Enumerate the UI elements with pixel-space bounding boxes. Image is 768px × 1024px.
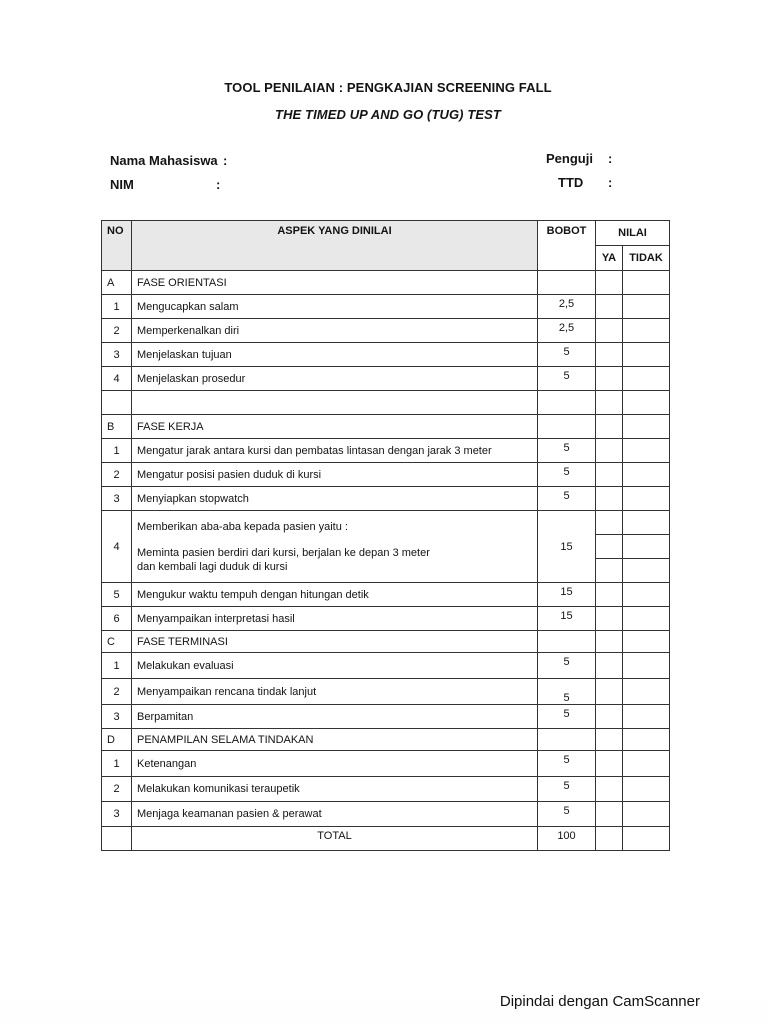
section-row: [102, 271, 670, 295]
row-aspek: Melakukan komunikasi teraupetik: [132, 777, 538, 802]
row-aspek: Menjaga keamanan pasien & perawat: [132, 802, 538, 827]
ya-cell[interactable]: [596, 751, 623, 777]
tidak-cell[interactable]: [623, 487, 670, 511]
section-title: FASE TERMINASI: [132, 631, 538, 653]
ya-cell[interactable]: [596, 631, 623, 653]
penguji-label: Penguji: [546, 151, 593, 166]
ya-cell[interactable]: [596, 463, 623, 487]
row-no: 5: [102, 583, 132, 607]
scanner-watermark: Dipindai dengan CamScanner: [499, 993, 700, 1010]
row-no: 3: [102, 343, 132, 367]
row-aspek-line3: dan kembali lagi duduk di kursi: [137, 560, 288, 573]
nim-colon: :: [216, 177, 221, 192]
empty-cell: [623, 391, 670, 415]
row-no: 1: [102, 439, 132, 463]
section-code: C: [102, 631, 132, 653]
row-bobot: 2,5: [538, 295, 596, 319]
row-bobot: 15: [538, 511, 596, 583]
ya-cell[interactable]: [596, 777, 623, 802]
row-no: 2: [102, 463, 132, 487]
row-no: 1: [102, 751, 132, 777]
ya-cell[interactable]: [596, 271, 623, 295]
ya-cell[interactable]: [596, 583, 623, 607]
penguji-colon: :: [608, 151, 613, 166]
table-row: [102, 583, 670, 607]
page-title: TOOL PENILAIAN : PENGKAJIAN SCREENING FALL: [224, 80, 552, 95]
table-row: [102, 487, 670, 511]
row-aspek: Menjelaskan tujuan: [132, 343, 538, 367]
row-no: 2: [102, 777, 132, 802]
ya-cell[interactable]: [596, 319, 623, 343]
table-row: [102, 439, 670, 463]
ya-cell[interactable]: [596, 415, 623, 439]
table-row: [102, 511, 670, 583]
tidak-cell[interactable]: [623, 729, 670, 751]
assessment-table: [101, 220, 670, 851]
row-no: 4: [102, 367, 132, 391]
row-bobot: 5: [538, 802, 596, 827]
tidak-cell[interactable]: [623, 343, 670, 367]
tidak-cell[interactable]: [623, 511, 670, 583]
row-bobot: 5: [538, 653, 596, 679]
row-no: 3: [102, 705, 132, 729]
nama-colon: :: [223, 153, 228, 168]
empty-cell: [132, 391, 538, 415]
ya-cell[interactable]: [596, 295, 623, 319]
ya-cell[interactable]: [596, 487, 623, 511]
row-bobot: 5: [538, 367, 596, 391]
table-row: [102, 751, 670, 777]
header-ya: YA: [596, 246, 623, 271]
row-aspek: Mengatur jarak antara kursi dan pembatas lintasan dengan jarak 3 meter: [132, 439, 538, 463]
header-nilai: NILAI: [596, 221, 670, 246]
row-no: 3: [102, 487, 132, 511]
ya-cell[interactable]: [596, 343, 623, 367]
row-aspek: Berpamitan: [132, 705, 538, 729]
section-code: A: [102, 271, 132, 295]
tidak-cell[interactable]: [623, 415, 670, 439]
empty-cell: [102, 391, 132, 415]
tidak-cell[interactable]: [623, 463, 670, 487]
table-row: [102, 295, 670, 319]
section-row: [102, 729, 670, 751]
row-bobot: 5: [538, 751, 596, 777]
nim-label: NIM: [110, 177, 134, 192]
bobot-cell: [538, 729, 596, 751]
section-code: B: [102, 415, 132, 439]
tidak-cell[interactable]: [623, 802, 670, 827]
empty-cell: [102, 827, 132, 851]
spacer-row: [102, 391, 670, 415]
total-row: [102, 827, 670, 851]
row-aspek: Mengatur posisi pasien duduk di kursi: [132, 463, 538, 487]
row-aspek: Menjelaskan prosedur: [132, 367, 538, 391]
section-code: D: [102, 729, 132, 751]
row-aspek: [132, 511, 538, 583]
section-title: FASE KERJA: [132, 415, 538, 439]
row-aspek: Menyampaikan rencana tindak lanjut: [132, 679, 538, 705]
tidak-cell[interactable]: [623, 367, 670, 391]
tidak-cell[interactable]: [623, 679, 670, 705]
table-row: [102, 777, 670, 802]
row-aspek: Memperkenalkan diri: [132, 319, 538, 343]
table-row: [102, 463, 670, 487]
tidak-cell[interactable]: [623, 777, 670, 802]
total-label: TOTAL: [132, 827, 538, 851]
tidak-cell[interactable]: [623, 631, 670, 653]
ya-cell[interactable]: [596, 607, 623, 631]
table-row: [102, 607, 670, 631]
ya-cell[interactable]: [596, 679, 623, 705]
tidak-cell[interactable]: [623, 751, 670, 777]
tidak-cell[interactable]: [623, 607, 670, 631]
ya-cell[interactable]: [596, 729, 623, 751]
row-aspek: Mengucapkan salam: [132, 295, 538, 319]
row-no: 4: [102, 511, 132, 583]
row-bobot: 2,5: [538, 319, 596, 343]
row-no: 1: [102, 295, 132, 319]
total-value: 100: [538, 827, 596, 851]
row-aspek: Melakukan evaluasi: [132, 653, 538, 679]
page-subtitle: THE TIMED UP AND GO (TUG) TEST: [275, 107, 501, 122]
empty-cell: [538, 391, 596, 415]
row-no: 2: [102, 319, 132, 343]
row-aspek-line1: Memberikan aba-aba kepada pasien yaitu :: [137, 520, 348, 533]
header-aspek: ASPEK YANG DINILAI: [132, 221, 538, 271]
section-title: PENAMPILAN SELAMA TINDAKAN: [132, 729, 538, 751]
ya-cell[interactable]: [596, 827, 623, 851]
tidak-cell[interactable]: [623, 705, 670, 729]
header-no: NO: [102, 221, 132, 271]
row-bobot: 5: [538, 343, 596, 367]
ya-cell[interactable]: [596, 439, 623, 463]
row-bobot: 15: [538, 583, 596, 607]
row-aspek: Menyampaikan interpretasi hasil: [132, 607, 538, 631]
ttd-colon: :: [608, 175, 613, 190]
row-no: 6: [102, 607, 132, 631]
tidak-cell[interactable]: [623, 583, 670, 607]
section-row: [102, 631, 670, 653]
ya-cell[interactable]: [596, 367, 623, 391]
row-bobot: 5: [538, 487, 596, 511]
row-aspek: Menyiapkan stopwatch: [132, 487, 538, 511]
ya-cell[interactable]: [596, 802, 623, 827]
row-no: 2: [102, 679, 132, 705]
tidak-cell[interactable]: [623, 271, 670, 295]
table-row: [102, 367, 670, 391]
tidak-cell[interactable]: [623, 827, 670, 851]
table-row: [102, 802, 670, 827]
ya-cell[interactable]: [596, 653, 623, 679]
row-aspek: Mengukur waktu tempuh dengan hitungan detik: [132, 583, 538, 607]
table-row: [102, 319, 670, 343]
row-bobot: 5: [538, 679, 596, 705]
table-row: [102, 679, 670, 705]
row-bobot: 5: [538, 777, 596, 802]
section-title: FASE ORIENTASI: [132, 271, 538, 295]
ttd-label: TTD: [558, 175, 584, 190]
row-no: 1: [102, 653, 132, 679]
row-bobot: 5: [538, 705, 596, 729]
tidak-cell[interactable]: [623, 295, 670, 319]
row-no: 3: [102, 802, 132, 827]
header-tidak: TIDAK: [623, 246, 670, 271]
tidak-cell[interactable]: [623, 653, 670, 679]
empty-cell: [596, 391, 623, 415]
ya-cell[interactable]: [596, 511, 623, 583]
row-aspek-line2: Meminta pasien berdiri dari kursi, berjalan ke depan 3 meter: [137, 546, 430, 559]
table-row: [102, 343, 670, 367]
bobot-cell: [538, 631, 596, 653]
bobot-cell: [538, 415, 596, 439]
table-row: [102, 705, 670, 729]
tidak-cell[interactable]: [623, 439, 670, 463]
table-row: [102, 653, 670, 679]
section-row: [102, 415, 670, 439]
row-bobot: 5: [538, 439, 596, 463]
header-bobot: BOBOT: [538, 221, 596, 271]
row-bobot: 15: [538, 607, 596, 631]
nama-label: Nama Mahasiswa: [110, 153, 218, 168]
row-bobot: 5: [538, 463, 596, 487]
row-aspek: Ketenangan: [132, 751, 538, 777]
ya-cell[interactable]: [596, 705, 623, 729]
tidak-cell[interactable]: [623, 319, 670, 343]
bobot-cell: [538, 271, 596, 295]
